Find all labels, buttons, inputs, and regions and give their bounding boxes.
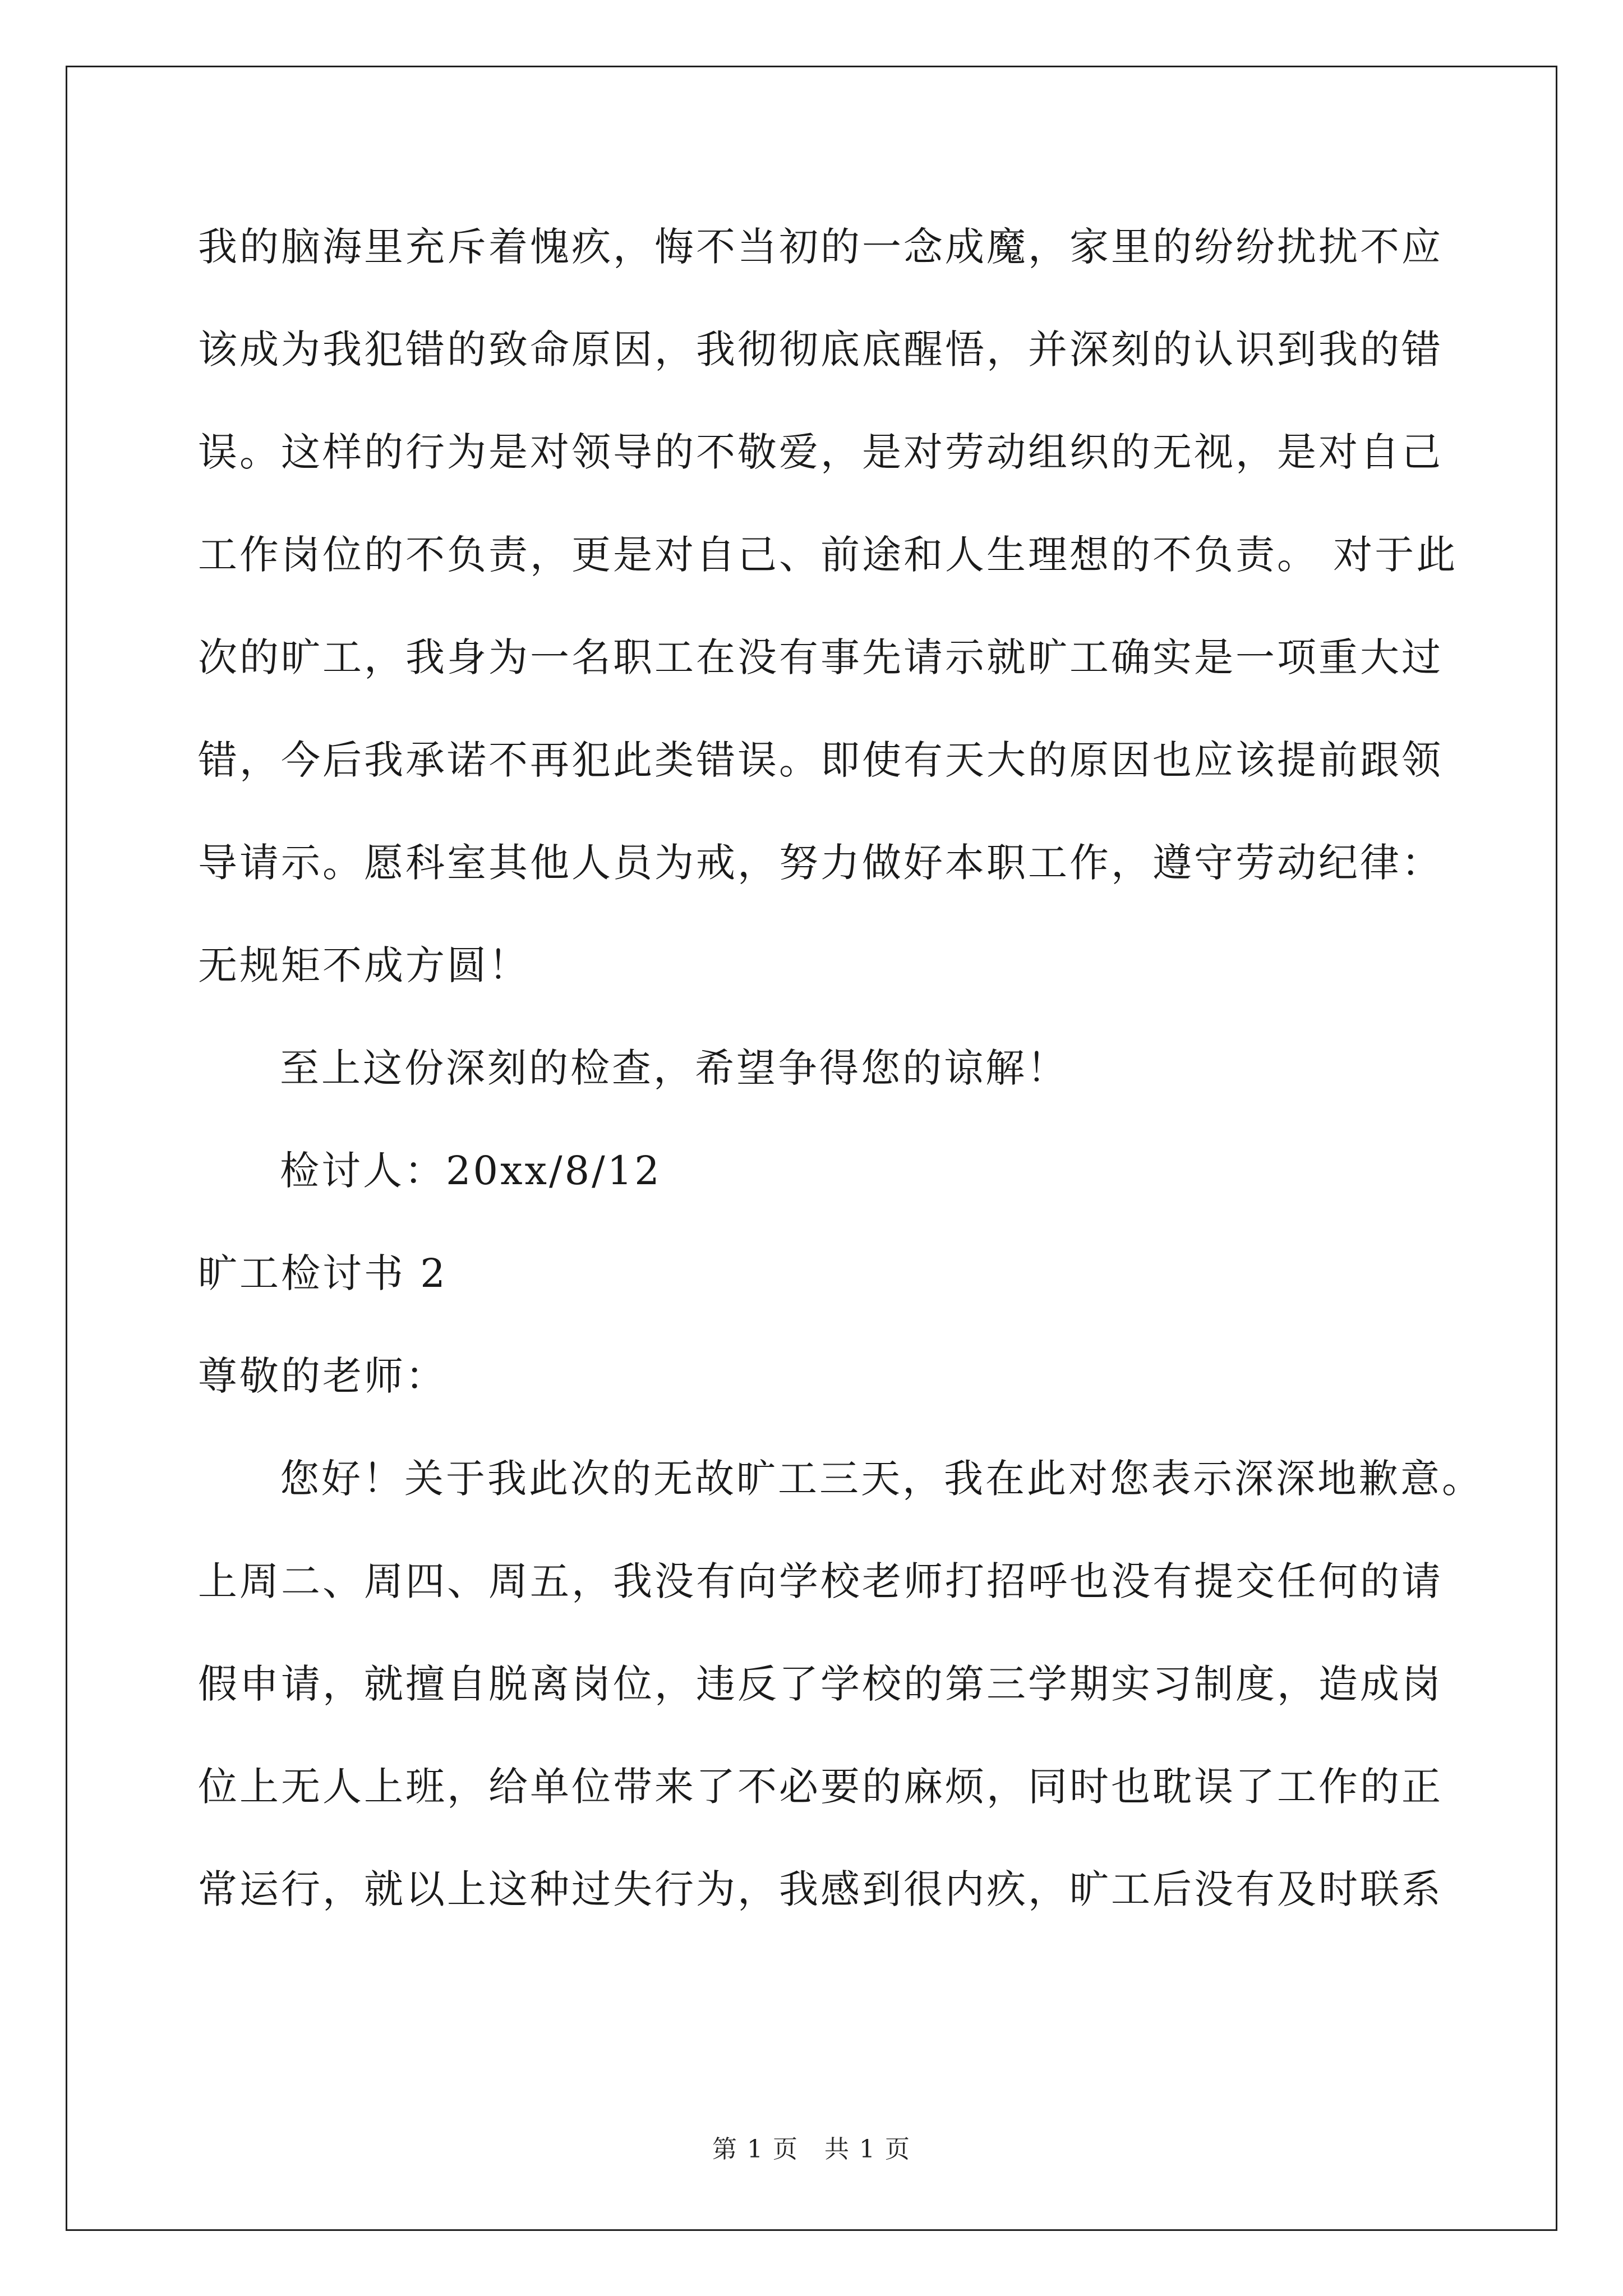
paragraph-line: 导请示。愿科室其他人员为戒，努力做好本职工作，遵守劳动纪律：: [198, 840, 1443, 886]
page-number: 第 1 页 共 1 页: [712, 2135, 911, 2164]
paragraph-line: 工作岗位的不负责，更是对自己、前途和人生理想的不负责。 对于此: [198, 532, 1458, 578]
paragraph-line: 错，今后我承诺不再犯此类错误。即使有天大的原因也应该提前跟领: [198, 737, 1443, 783]
paragraph-line: 常运行，就以上这种过失行为，我感到很内疚，旷工后没有及时联系: [198, 1866, 1443, 1912]
paragraph-line: 误。这样的行为是对领导的不敬爱，是对劳动组织的无视，是对自己: [198, 429, 1443, 475]
paragraph-line: 假申请，就擅自脱离岗位，违反了学校的第三学期实习制度，造成岗: [198, 1661, 1443, 1707]
paragraph-line: 无规矩不成方圆！: [198, 942, 530, 988]
paragraph-line: 我的脑海里充斥着愧疚，悔不当初的一念成魔，家里的纷纷扰扰不应: [198, 224, 1443, 270]
paragraph-line: 上周二、周四、周五，我没有向学校老师打招呼也没有提交任何的请: [198, 1558, 1443, 1604]
paragraph-line: 位上无人上班，给单位带来了不必要的麻烦，同时也耽误了工作的正: [198, 1764, 1443, 1810]
paragraph-line: 次的旷工，我身为一名职工在没有事先请示就旷工确实是一项重大过: [198, 634, 1443, 680]
section-title: 旷工检讨书 2: [198, 1250, 448, 1296]
paragraph-line: 您好！关于我此次的无故旷工三天，我在此对您表示深深地歉意。: [280, 1456, 1483, 1502]
closing-line: 至上这份深刻的检查，希望争得您的谅解！: [280, 1045, 1068, 1091]
signature-line: 检讨人：20xx/8/12: [280, 1148, 662, 1194]
paragraph-line: 该成为我犯错的致命原因，我彻彻底底醒悟，并深刻的认识到我的错: [198, 326, 1443, 372]
document-body: [198, 216, 1483, 1961]
salutation: 尊敬的老师：: [198, 1353, 447, 1399]
